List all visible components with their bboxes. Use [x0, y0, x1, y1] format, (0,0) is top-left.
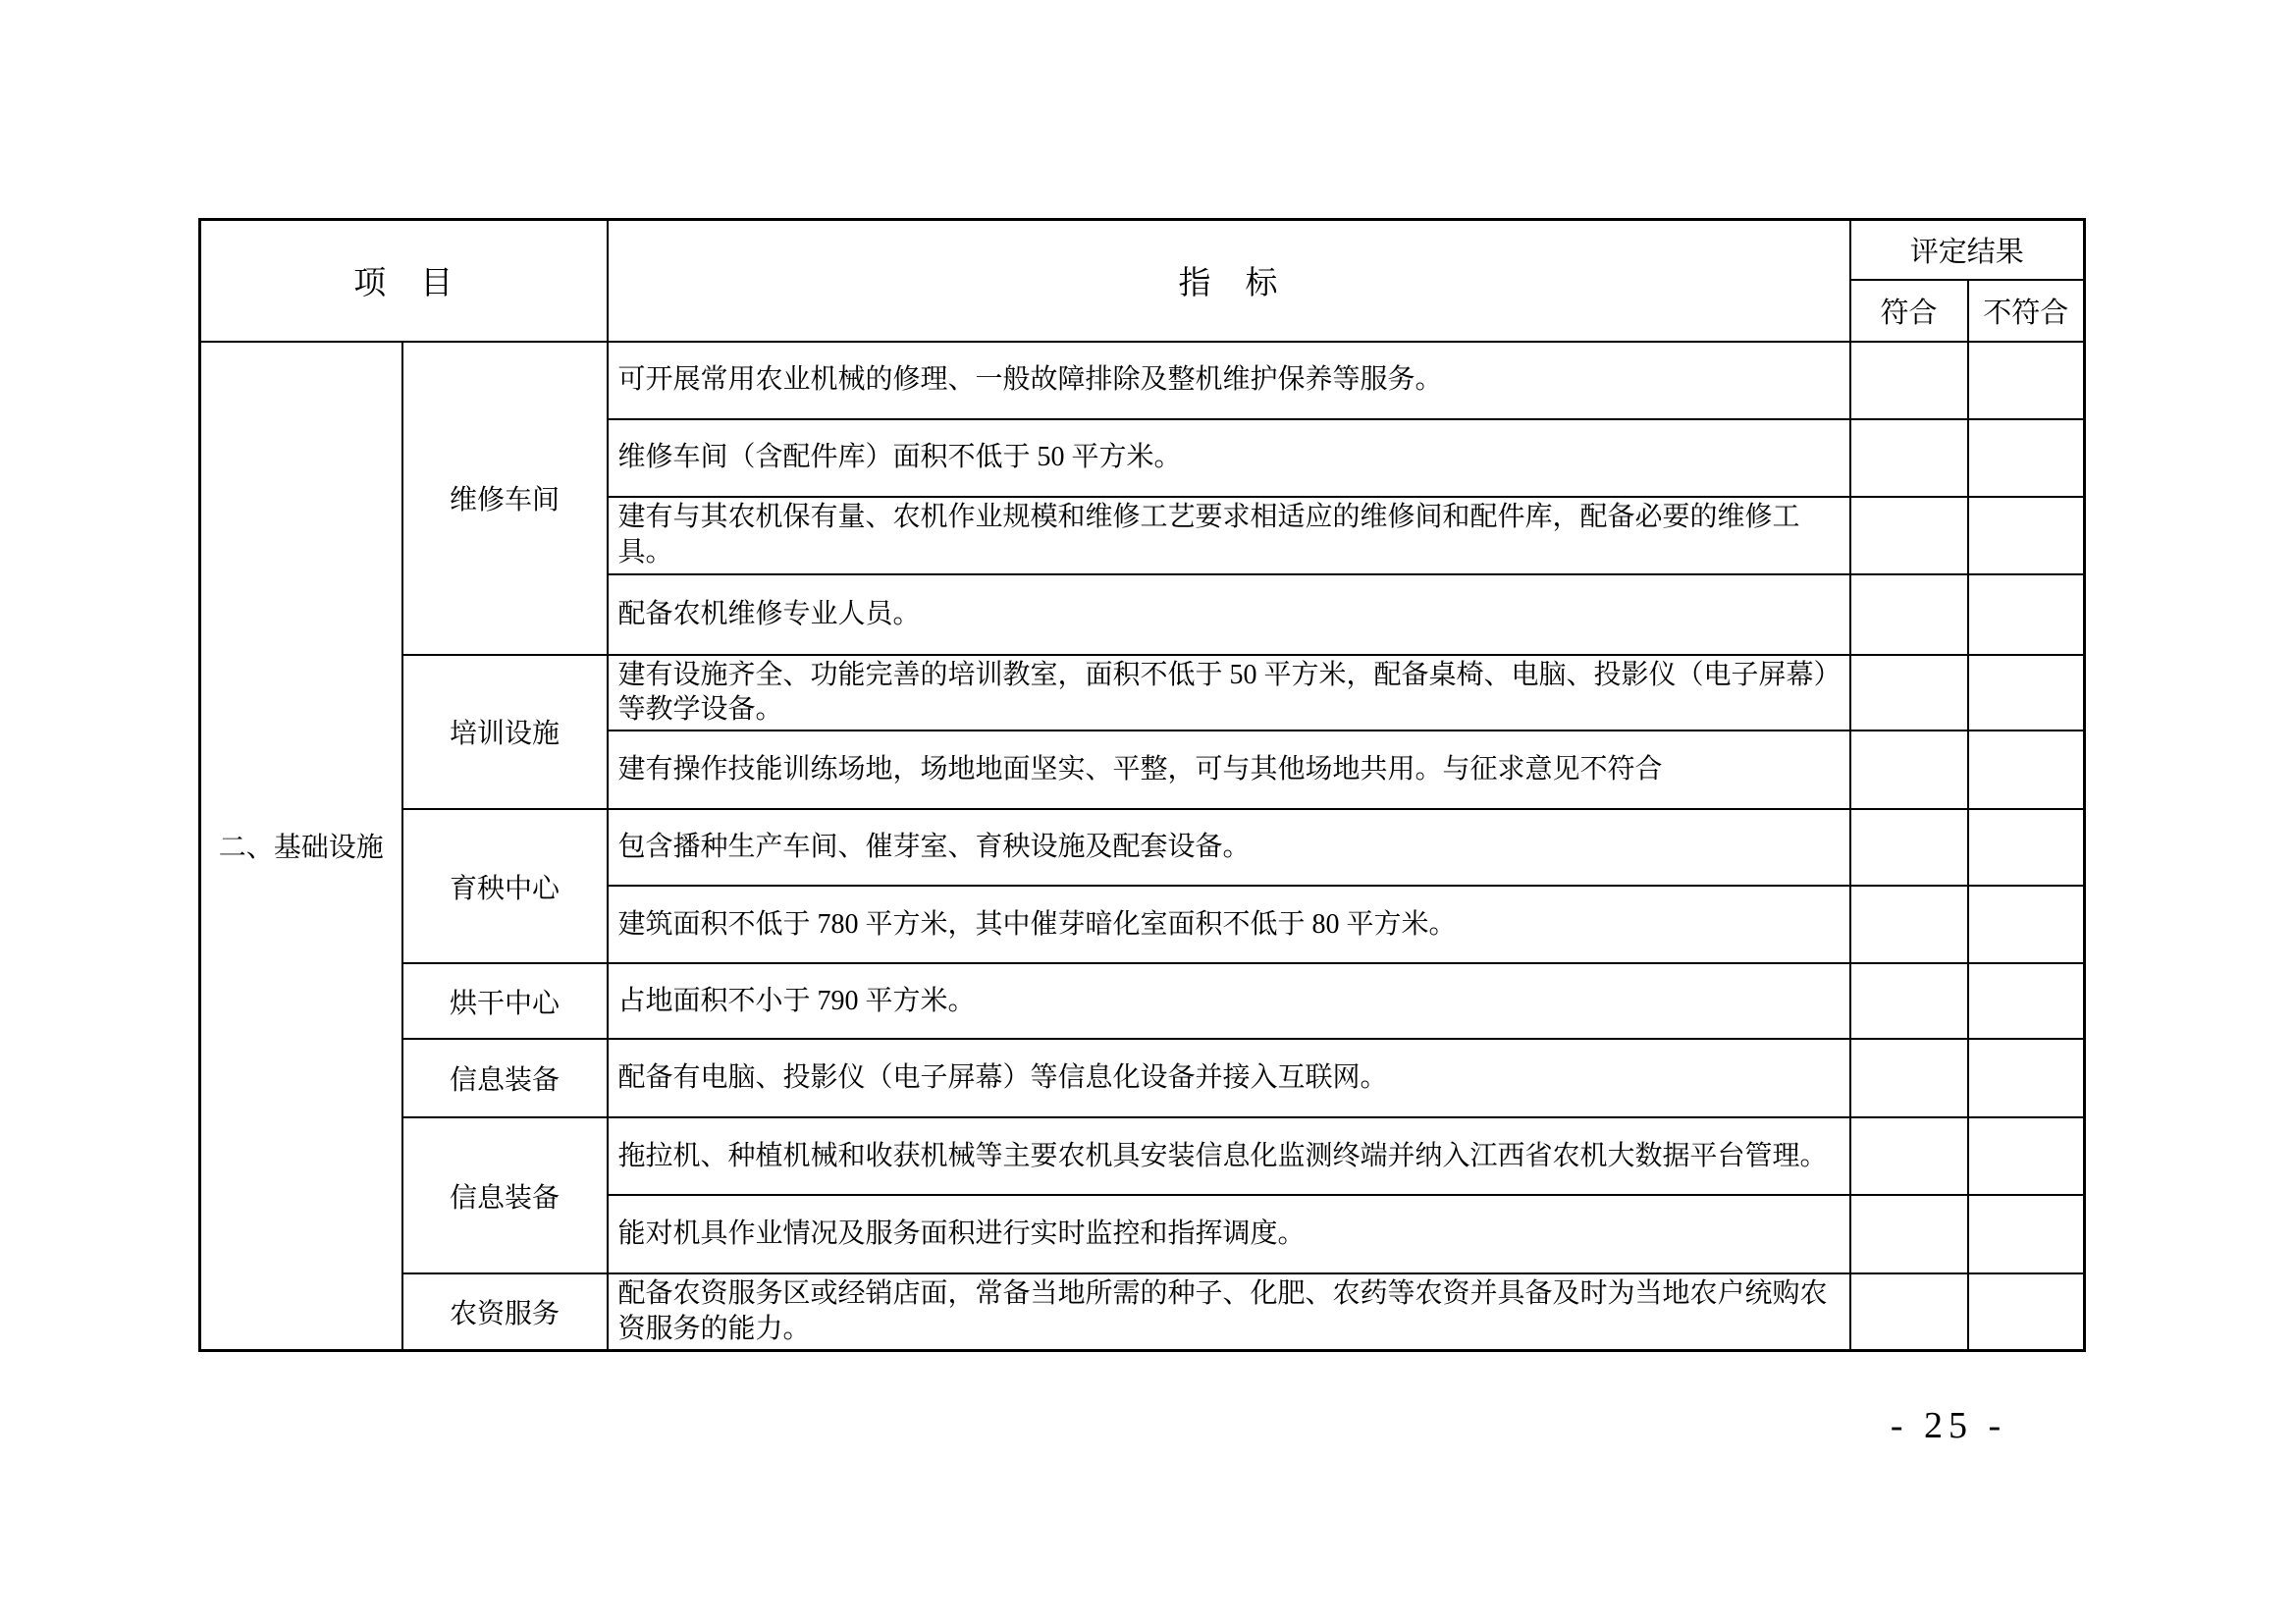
- nonconform-cell: [1968, 419, 2085, 497]
- header-conform: 符合: [1850, 280, 1968, 342]
- nonconform-cell: [1968, 655, 2085, 731]
- header-item: 项 目: [200, 220, 608, 342]
- indicator-cell: 配备农资服务区或经销店面，常备当地所需的种子、化肥、农药等农资并具备及时为当地农户统购农资服务的能力。: [608, 1273, 1850, 1350]
- conform-cell: [1850, 342, 1968, 419]
- conform-cell: [1850, 655, 1968, 731]
- nonconform-cell: [1968, 963, 2085, 1039]
- conform-cell: [1850, 731, 1968, 809]
- assessment-table: [198, 218, 2086, 1352]
- group-cell-agri-materials-service: 农资服务: [402, 1273, 608, 1350]
- indicator-cell: 配备农机维修专业人员。: [608, 574, 1850, 655]
- nonconform-cell: [1968, 1117, 2085, 1195]
- conform-cell: [1850, 1195, 1968, 1273]
- group-cell-seedling-center: 育秧中心: [402, 809, 608, 963]
- group-cell-info-equipment-2: 信息装备: [402, 1117, 608, 1273]
- nonconform-cell: [1968, 1039, 2085, 1117]
- header-indicator: 指 标: [608, 220, 1850, 342]
- nonconform-cell: [1968, 497, 2085, 574]
- page-number: - 25 -: [1890, 1405, 2007, 1446]
- conform-cell: [1850, 1117, 1968, 1195]
- indicator-cell: 可开展常用农业机械的修理、一般故障排除及整机维护保养等服务。: [608, 342, 1850, 419]
- indicator-cell: 建有与其农机保有量、农机作业规模和维修工艺要求相适应的维修间和配件库，配备必要的维修工具。: [608, 497, 1850, 574]
- indicator-cell: 占地面积不小于 790 平方米。: [608, 963, 1850, 1039]
- group-cell-repair-workshop: 维修车间: [402, 342, 608, 655]
- conform-cell: [1850, 574, 1968, 655]
- indicator-cell: 建有操作技能训练场地，场地地面坚实、平整，可与其他场地共用。与征求意见不符合: [608, 731, 1850, 809]
- indicator-cell: 拖拉机、种植机械和收获机械等主要农机具安装信息化监测终端并纳入江西省农机大数据平台管理。: [608, 1117, 1850, 1195]
- indicator-cell: 建筑面积不低于 780 平方米，其中催芽暗化室面积不低于 80 平方米。: [608, 886, 1850, 963]
- conform-cell: [1850, 809, 1968, 886]
- group-cell-drying-center: 烘干中心: [402, 963, 608, 1039]
- conform-cell: [1850, 963, 1968, 1039]
- conform-cell: [1850, 497, 1968, 574]
- category-cell: 二、基础设施: [200, 342, 402, 1351]
- group-cell-info-equipment-1: 信息装备: [402, 1039, 608, 1117]
- conform-cell: [1850, 1273, 1968, 1350]
- conform-cell: [1850, 886, 1968, 963]
- nonconform-cell: [1968, 342, 2085, 419]
- nonconform-cell: [1968, 574, 2085, 655]
- nonconform-cell: [1968, 809, 2085, 886]
- conform-cell: [1850, 1039, 1968, 1117]
- nonconform-cell: [1968, 886, 2085, 963]
- nonconform-cell: [1968, 1195, 2085, 1273]
- indicator-cell: 配备有电脑、投影仪（电子屏幕）等信息化设备并接入互联网。: [608, 1039, 1850, 1117]
- nonconform-cell: [1968, 731, 2085, 809]
- header-result: 评定结果: [1850, 220, 2085, 280]
- indicator-cell: 包含播种生产车间、催芽室、育秧设施及配套设备。: [608, 809, 1850, 886]
- indicator-cell: 建有设施齐全、功能完善的培训教室，面积不低于 50 平方米，配备桌椅、电脑、投影仪（电子屏幕）等教学设备。: [608, 655, 1850, 731]
- group-cell-training-facility: 培训设施: [402, 655, 608, 810]
- header-nonconform: 不符合: [1968, 280, 2085, 342]
- indicator-cell: 维修车间（含配件库）面积不低于 50 平方米。: [608, 419, 1850, 497]
- nonconform-cell: [1968, 1273, 2085, 1350]
- indicator-cell: 能对机具作业情况及服务面积进行实时监控和指挥调度。: [608, 1195, 1850, 1273]
- conform-cell: [1850, 419, 1968, 497]
